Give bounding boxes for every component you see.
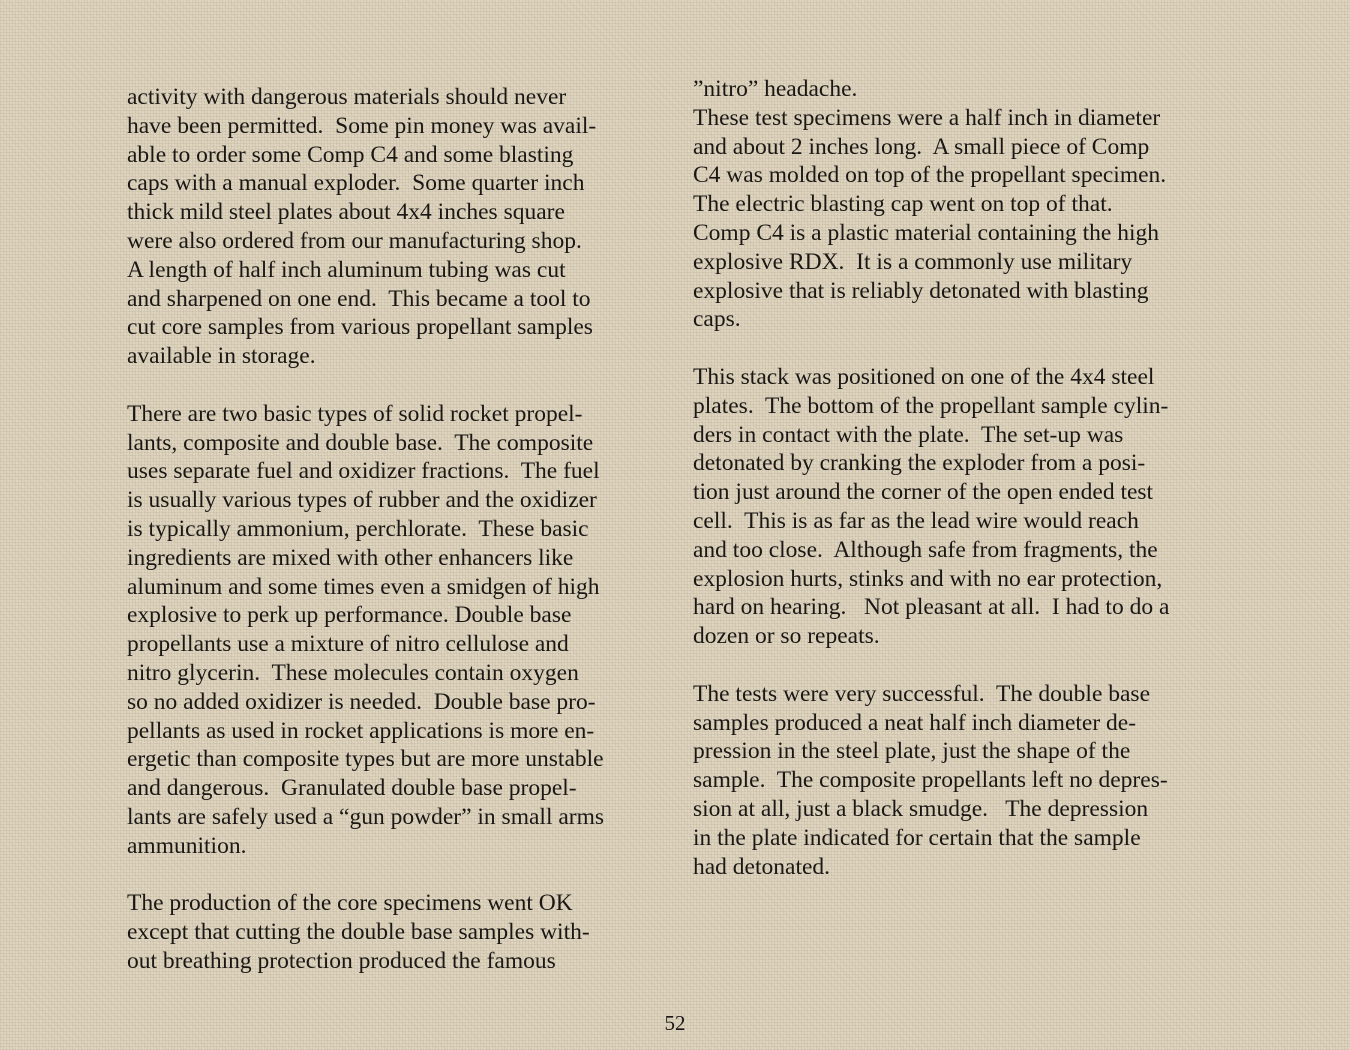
page-number: 52	[664, 1011, 686, 1035]
text-line: pression in the steel plate, just the shape of the	[693, 738, 1131, 765]
text-line: so no added oxidizer is needed. Double base pro-	[127, 688, 596, 715]
text-line: and sharpened on one end. This became a tool to	[127, 285, 591, 312]
text-line: available in storage.	[127, 343, 316, 370]
text-line: aluminum and some times even a smidgen of high	[127, 573, 600, 600]
left-text-column	[127, 83, 647, 976]
paragraph-spacer	[693, 334, 1213, 363]
text-line: cut core samples from various propellant samples	[127, 314, 593, 341]
text-line: explosive RDX. It is a commonly use military	[693, 248, 1133, 275]
text-line: hard on hearing. Not pleasant at all. I had to do a	[693, 594, 1170, 621]
text-line: and dangerous. Granulated double base propel-	[127, 775, 577, 802]
text-line: detonated by cranking the exploder from a posi-	[693, 450, 1146, 477]
text-line: had detonated.	[693, 853, 831, 880]
paragraph	[693, 680, 1213, 882]
text-line: This stack was positioned on one of the 4x4 steel	[693, 363, 1155, 390]
text-line: thick mild steel plates about 4x4 inches square	[127, 199, 565, 226]
text-line: explosion hurts, stinks and with no ear protection,	[693, 565, 1163, 592]
paragraph	[127, 400, 647, 861]
text-line: sion at all, just a black smudge. The depression	[693, 795, 1149, 822]
paragraph-spacer	[693, 651, 1213, 680]
text-line: plates. The bottom of the propellant sample cylin-	[693, 392, 1169, 419]
text-line: lants are safely used a “gun powder” in small arms	[127, 803, 605, 830]
text-line: These test specimens were a half inch in diameter	[693, 104, 1161, 131]
text-line: propellants use a mixture of nitro cellulose and	[127, 631, 569, 658]
text-line: ”nitro” headache.	[693, 76, 858, 102]
paragraph-spacer	[127, 861, 647, 890]
text-line: except that cutting the double base samples with-	[127, 919, 590, 946]
text-line: The production of the core specimens went OK	[127, 890, 573, 917]
text-line: uses separate fuel and oxidizer fractions. The fuel	[127, 458, 600, 485]
paragraph	[693, 363, 1213, 651]
text-line: The tests were very successful. The double base	[693, 680, 1151, 707]
text-line: nitro glycerin. These molecules contain oxygen	[127, 659, 579, 686]
text-line: activity with dangerous materials should never	[127, 84, 567, 110]
text-line: explosive to perk up performance. Double base	[127, 602, 572, 629]
text-line: tion just around the corner of the open ended test	[693, 479, 1154, 506]
text-line: ammunition.	[127, 832, 247, 859]
text-line: and about 2 inches long. A small piece of Comp	[693, 133, 1150, 160]
text-line: dozen or so repeats.	[693, 623, 880, 650]
text-line: caps with a manual exploder. Some quarter inch	[127, 170, 585, 197]
text-line: cell. This is as far as the lead wire would reach	[693, 507, 1139, 534]
text-line: in the plate indicated for certain that the sample	[693, 824, 1141, 851]
text-line: were also ordered from our manufacturing shop.	[127, 227, 582, 254]
text-line: have been permitted. Some pin money was avail-	[127, 112, 597, 139]
right-text-column	[693, 75, 1213, 881]
paragraph-spacer	[127, 371, 647, 400]
text-line: explosive that is reliably detonated with blasting	[693, 277, 1149, 304]
text-line: caps.	[693, 306, 741, 333]
text-line: samples produced a neat half inch diameter de-	[693, 709, 1137, 736]
paragraph	[127, 83, 647, 371]
text-line: The electric blasting cap went on top of that.	[693, 191, 1113, 218]
text-line: pellants as used in rocket applications is more en-	[127, 717, 595, 744]
paragraph	[127, 889, 647, 975]
text-line: is usually various types of rubber and the oxidizer	[127, 487, 597, 514]
text-line: lants, composite and double base. The composite	[127, 429, 594, 456]
text-line: There are two basic types of solid rocket propel-	[127, 400, 583, 427]
text-line: ingredients are mixed with other enhancers like	[127, 544, 574, 571]
text-line: ders in contact with the plate. The set-up was	[693, 421, 1124, 448]
text-line: ergetic than composite types but are more unstable	[127, 746, 604, 773]
text-line: out breathing protection produced the famous	[127, 947, 556, 974]
text-line: is typically ammonium, perchlorate. These basic	[127, 515, 589, 542]
text-line: and too close. Although safe from fragments, the	[693, 536, 1158, 563]
text-line: C4 was molded on top of the propellant specimen.	[693, 162, 1167, 189]
paragraph	[693, 75, 1213, 334]
text-line: A length of half inch aluminum tubing was cut	[127, 256, 566, 283]
text-line: sample. The composite propellants left no depres-	[693, 767, 1168, 794]
text-line: able to order some Comp C4 and some blasting	[127, 141, 574, 168]
text-line: Comp C4 is a plastic material containing the high	[693, 219, 1159, 246]
